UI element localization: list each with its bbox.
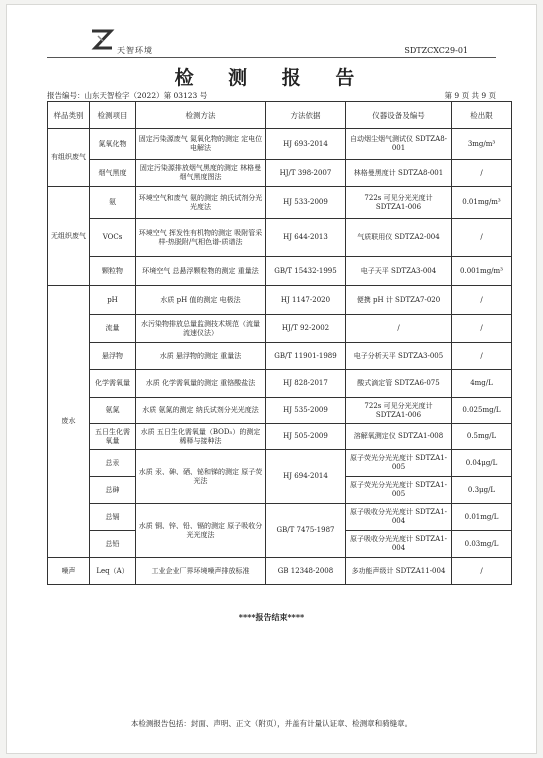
page-info: 第 9 页 共 9 页 bbox=[444, 91, 496, 100]
limit-cell: / bbox=[452, 343, 512, 370]
instrument-cell: 电子分析天平 SDTZA3-005 bbox=[346, 343, 452, 370]
method-cell: 固定污染源废气 氮氧化物的测定 定电位电解法 bbox=[136, 129, 266, 160]
limit-cell: 0.04μg/L bbox=[452, 450, 512, 477]
item-cell: 烟气黑度 bbox=[90, 160, 136, 187]
basis-cell: HJ 694-2014 bbox=[266, 450, 346, 504]
table-row bbox=[48, 219, 512, 257]
instrument-cell: 便携 pH 计 SDTZA7-020 bbox=[346, 286, 452, 315]
sample-category: 无组织废气 bbox=[48, 187, 90, 286]
limit-cell: 0.01mg/m³ bbox=[452, 187, 512, 219]
footer-note: 本检测报告包括：封面、声明、正文（附页），并盖有计量认证章、检测章和骑缝章。 bbox=[130, 719, 413, 728]
report-number: 报告编号：山东天智检字（2022）第 03123 号 bbox=[47, 91, 208, 100]
table-row bbox=[48, 160, 512, 187]
instrument-cell: 多功能声级计 SDTZA11-004 bbox=[346, 558, 452, 585]
report-end-mark: ****报告结束**** bbox=[238, 612, 305, 622]
instrument-cell: 气质联用仪 SDTZA2-004 bbox=[346, 219, 452, 257]
method-cell: 环境空气和废气 氨的测定 纳氏试剂分光光度法 bbox=[136, 187, 266, 219]
basis-cell: GB/T 7475-1987 bbox=[266, 504, 346, 558]
instrument-cell: 原子吸收分光光度计 SDTZA1-004 bbox=[346, 531, 452, 558]
instrument-cell: 722s 可见分光光度计 SDTZA1-006 bbox=[346, 398, 452, 424]
table-header-row bbox=[48, 102, 512, 129]
method-cell: 固定污染源排放烟气黑度的测定 林格曼烟气黑度图法 bbox=[136, 160, 266, 187]
basis-cell: HJ 535-2009 bbox=[266, 398, 346, 424]
method-cell: 环境空气 总悬浮颗粒物的测定 重量法 bbox=[136, 257, 266, 286]
limit-cell: / bbox=[452, 558, 512, 585]
basis-cell: HJ 1147-2020 bbox=[266, 286, 346, 315]
basis-cell: GB/T 11901-1989 bbox=[266, 343, 346, 370]
item-cell: 化学需氧量 bbox=[90, 370, 136, 398]
basis-cell: HJ 693-2014 bbox=[266, 129, 346, 160]
table-row bbox=[48, 558, 512, 585]
sample-category: 有组织废气 bbox=[48, 129, 90, 187]
basis-cell: HJ 828-2017 bbox=[266, 370, 346, 398]
table-row bbox=[48, 257, 512, 286]
table-row bbox=[48, 286, 512, 315]
header-divider bbox=[47, 57, 496, 58]
instrument-cell: / bbox=[346, 315, 452, 343]
basis-cell: GB/T 15432-1995 bbox=[266, 257, 346, 286]
table-row bbox=[48, 450, 512, 477]
table-row bbox=[48, 424, 512, 450]
header-cell: 检测项目 bbox=[90, 102, 136, 129]
instrument-cell: 林格曼黑度计 SDTZA8-001 bbox=[346, 160, 452, 187]
page-title: 检 测 报 告 bbox=[174, 67, 369, 89]
table-row bbox=[48, 398, 512, 424]
limit-cell: / bbox=[452, 315, 512, 343]
method-cell: 水质 汞、砷、硒、铋和锑的测定 原子荧光法 bbox=[136, 450, 266, 504]
limit-cell: 0.01mg/L bbox=[452, 504, 512, 531]
item-cell: pH bbox=[90, 286, 136, 315]
instrument-cell: 722s 可见分光光度计 SDTZA1-006 bbox=[346, 187, 452, 219]
basis-cell: GB 12348-2008 bbox=[266, 558, 346, 585]
method-cell: 水质 五日生化需氧量（BOD₅）的测定 稀释与接种法 bbox=[136, 424, 266, 450]
basis-cell: HJ 505-2009 bbox=[266, 424, 346, 450]
limit-cell: 0.5mg/L bbox=[452, 424, 512, 450]
limit-cell: / bbox=[452, 160, 512, 187]
method-cell: 水质 化学需氧量的测定 重铬酸盐法 bbox=[136, 370, 266, 398]
basis-cell: HJ 644-2013 bbox=[266, 219, 346, 257]
item-cell: 悬浮物 bbox=[90, 343, 136, 370]
instrument-cell: 原子吸收分光光度计 SDTZA1-004 bbox=[346, 504, 452, 531]
limit-cell: 4mg/L bbox=[452, 370, 512, 398]
method-cell: 水质 氨氮的测定 纳氏试剂分光光度法 bbox=[136, 398, 266, 424]
table-row bbox=[48, 129, 512, 160]
sample-category: 废水 bbox=[48, 286, 90, 558]
document-code: SDTZCXC29-01 bbox=[404, 46, 468, 55]
item-cell: Leq（A） bbox=[90, 558, 136, 585]
instrument-cell: 自动烟尘烟气测试仪 SDTZA8-001 bbox=[346, 129, 452, 160]
method-cell: 水质 铜、锌、铅、镉的测定 原子吸收分光光度法 bbox=[136, 504, 266, 558]
item-cell: 总汞 bbox=[90, 450, 136, 477]
item-cell: 五日生化需氧量 bbox=[90, 424, 136, 450]
brand-name: 天智环境 bbox=[117, 46, 153, 55]
instrument-cell: 原子荧光分光光度计 SDTZA1-005 bbox=[346, 477, 452, 504]
instrument-cell: 溶解氧测定仪 SDTZA1-008 bbox=[346, 424, 452, 450]
limit-cell: 0.03mg/L bbox=[452, 531, 512, 558]
item-cell: 氨氮 bbox=[90, 398, 136, 424]
report-meta bbox=[47, 90, 496, 101]
item-cell: 颗粒物 bbox=[90, 257, 136, 286]
instrument-cell: 原子荧光分光光度计 SDTZA1-005 bbox=[346, 450, 452, 477]
limit-cell: 3mg/m³ bbox=[452, 129, 512, 160]
limit-cell: 0.001mg/m³ bbox=[452, 257, 512, 286]
instrument-cell: 酸式滴定管 SDTZA6-075 bbox=[346, 370, 452, 398]
sample-category: 噪声 bbox=[48, 558, 90, 585]
company-logo bbox=[89, 27, 115, 53]
limit-cell: 0.025mg/L bbox=[452, 398, 512, 424]
item-cell: 氮氧化物 bbox=[90, 129, 136, 160]
header-cell: 检测方法 bbox=[136, 102, 266, 129]
header-cell: 仪器设备及编号 bbox=[346, 102, 452, 129]
item-cell: 氨 bbox=[90, 187, 136, 219]
header-cell: 检出限 bbox=[452, 102, 512, 129]
instrument-cell: 电子天平 SDTZA3-004 bbox=[346, 257, 452, 286]
basis-cell: HJ/T 92-2002 bbox=[266, 315, 346, 343]
header-cell: 样品类别 bbox=[48, 102, 90, 129]
limit-cell: 0.3μg/L bbox=[452, 477, 512, 504]
limit-cell: / bbox=[452, 286, 512, 315]
item-cell: VOCs bbox=[90, 219, 136, 257]
table-row bbox=[48, 187, 512, 219]
table-row bbox=[48, 315, 512, 343]
header-cell: 方法依据 bbox=[266, 102, 346, 129]
method-cell: 水质 pH 值的测定 电极法 bbox=[136, 286, 266, 315]
item-cell: 流量 bbox=[90, 315, 136, 343]
detection-table bbox=[47, 101, 512, 585]
method-cell: 工业企业厂界环境噪声排放标准 bbox=[136, 558, 266, 585]
limit-cell: / bbox=[452, 219, 512, 257]
item-cell: 总砷 bbox=[90, 477, 136, 504]
item-cell: 总铅 bbox=[90, 531, 136, 558]
table-row bbox=[48, 504, 512, 531]
table-row bbox=[48, 370, 512, 398]
table-row bbox=[48, 343, 512, 370]
basis-cell: HJ 533-2009 bbox=[266, 187, 346, 219]
basis-cell: HJ/T 398-2007 bbox=[266, 160, 346, 187]
method-cell: 环境空气 挥发性有机物的测定 吸附管采样-热脱附/气相色谱-质谱法 bbox=[136, 219, 266, 257]
report-page bbox=[6, 4, 537, 754]
method-cell: 水污染物排放总量监测技术规范（流量 流速仪法） bbox=[136, 315, 266, 343]
method-cell: 水质 悬浮物的测定 重量法 bbox=[136, 343, 266, 370]
item-cell: 总镉 bbox=[90, 504, 136, 531]
